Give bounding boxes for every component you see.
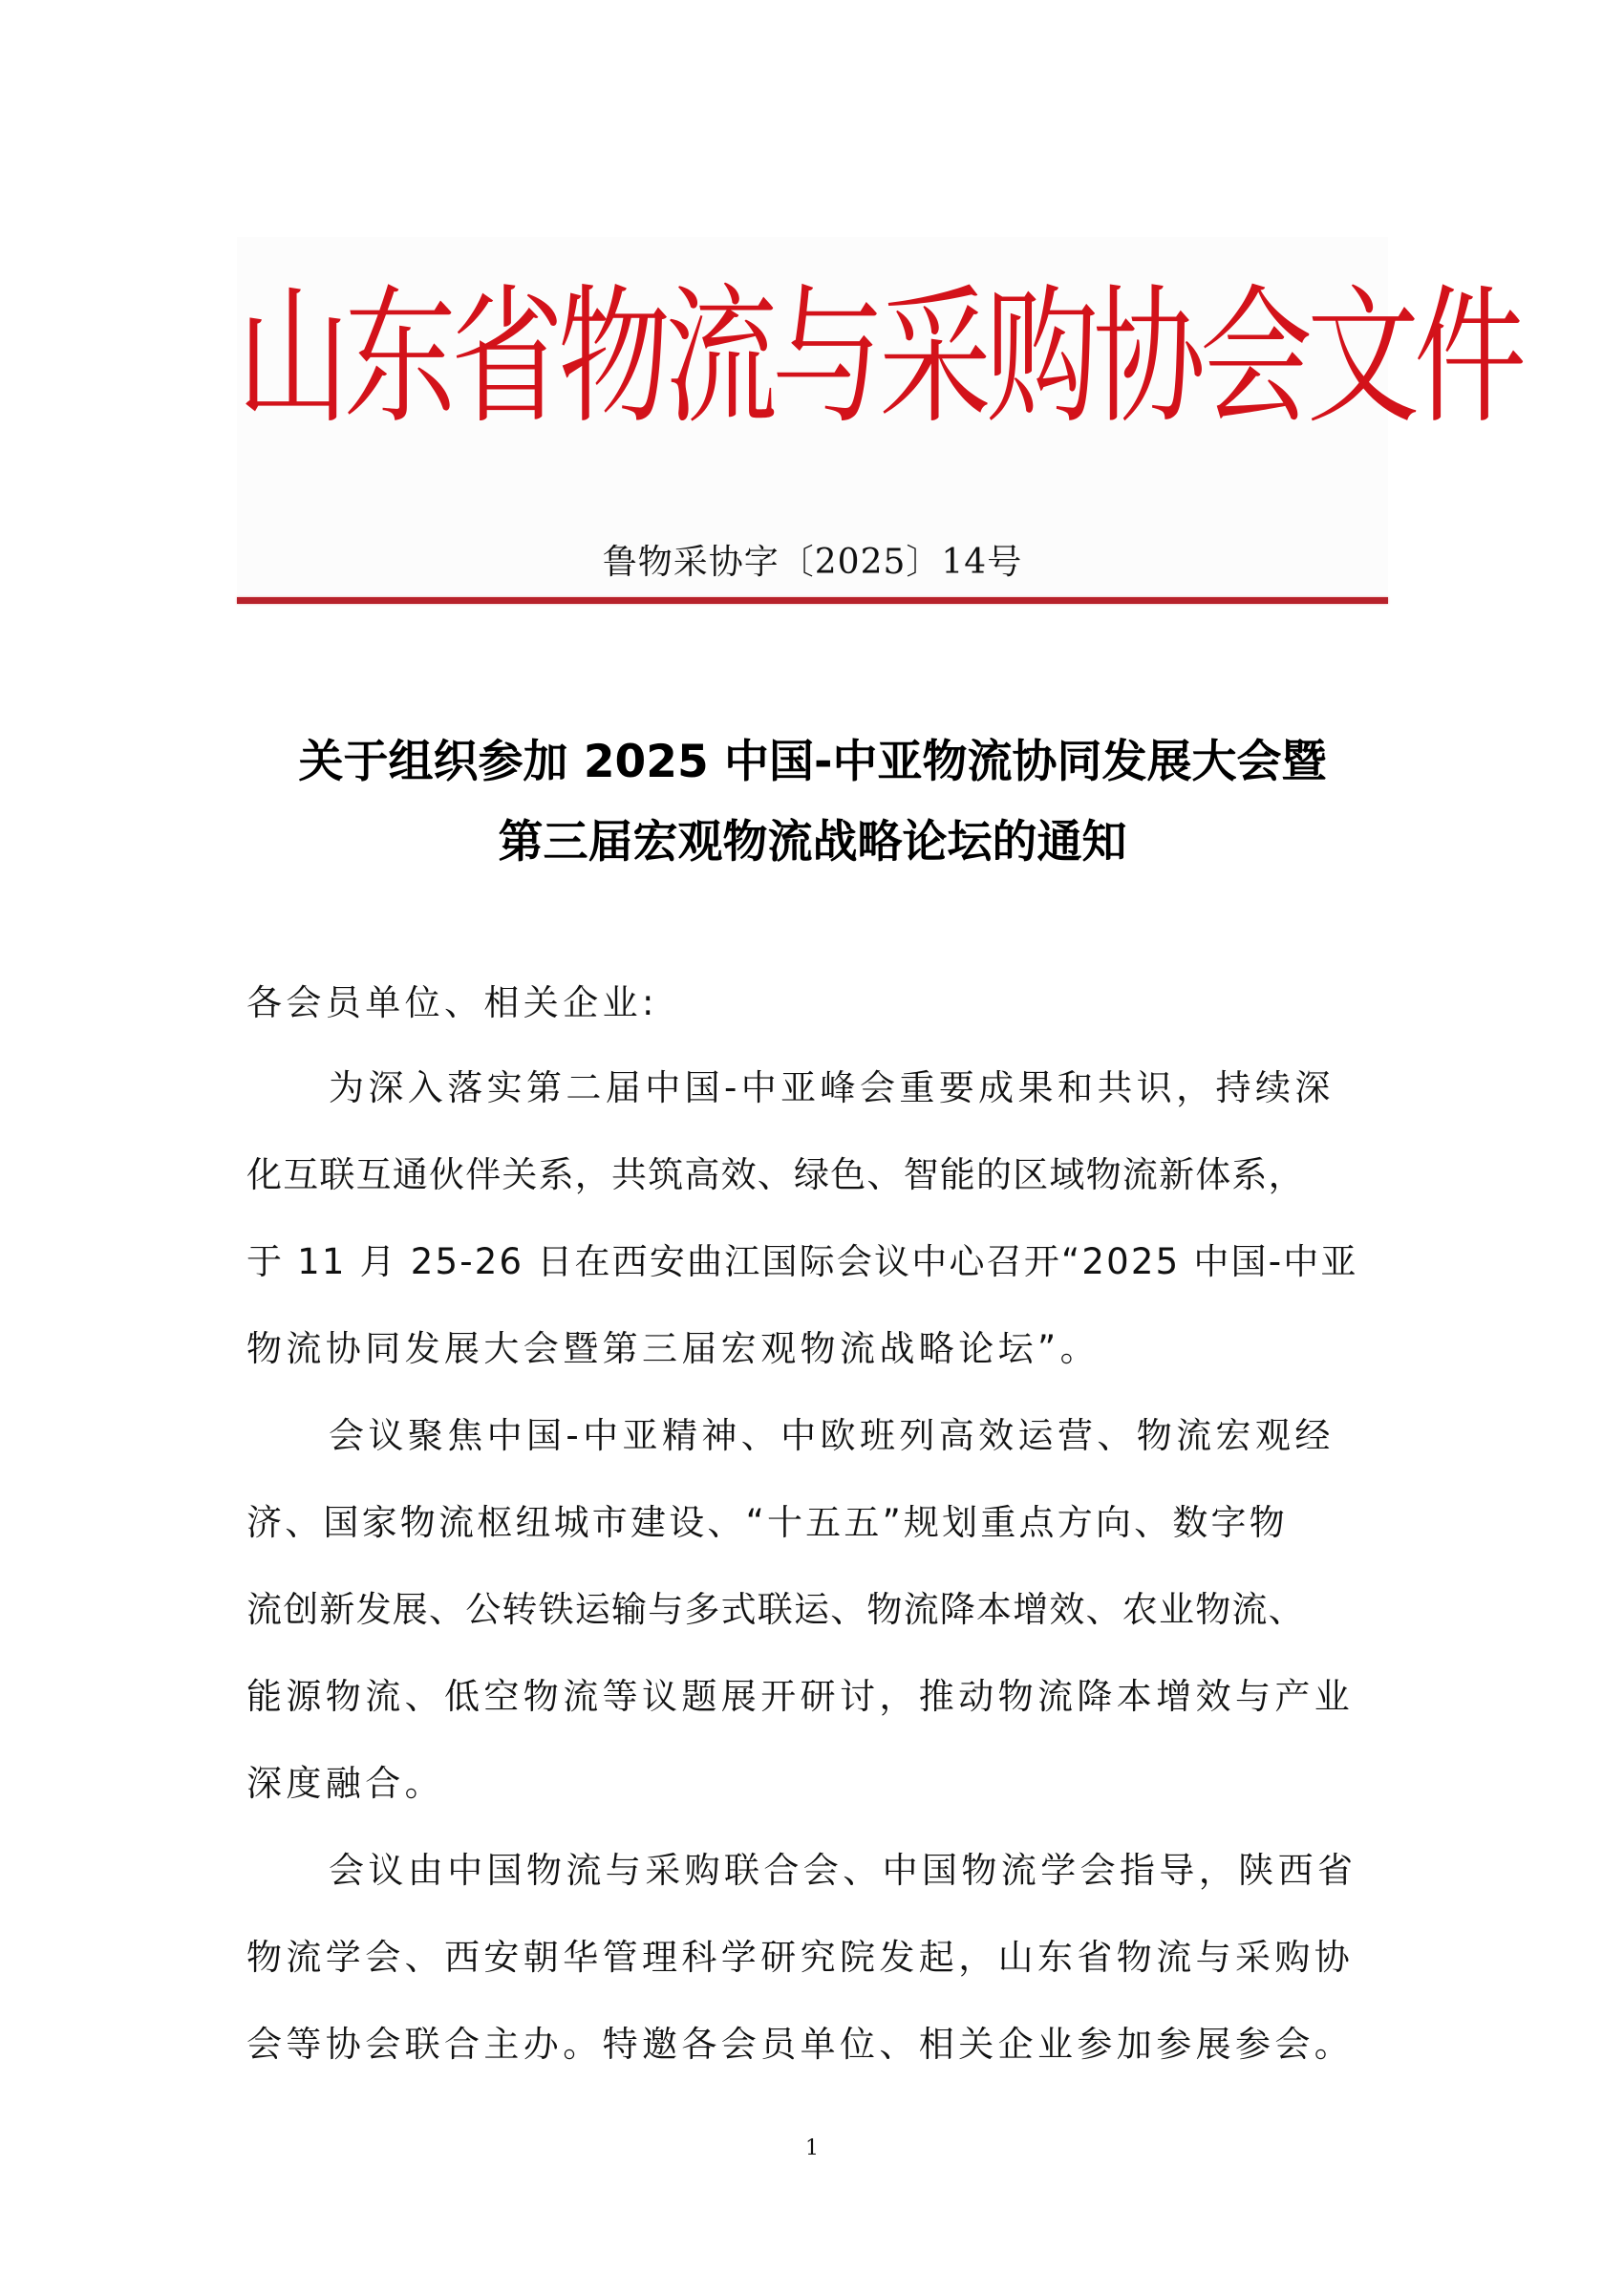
paragraph-1-line-1: 为深入落实第二届中国-中亚峰会重要成果和共识，持续深	[329, 1067, 1335, 1108]
paragraph-2-line-2: 济、国家物流枢纽城市建设、“十五五”规划重点方向、数字物	[246, 1502, 1288, 1543]
paragraph-3-line-2: 物流学会、西安朝华管理科学研究院发起，山东省物流与采购协	[246, 1937, 1355, 1978]
greeting	[246, 959, 1393, 1046]
red-divider-rule	[237, 597, 1388, 604]
paragraph-1-line-2: 化互联互通伙伴关系，共筑高效、绿色、智能的区域物流新体系，	[246, 1154, 1305, 1195]
document-number: 鲁物采协字〔2025〕14号	[602, 543, 1023, 582]
organization-title: 山东省物流与采购协会文件	[237, 269, 1522, 444]
greeting-text: 各会员单位、相关企业:	[246, 982, 658, 1023]
paragraph-3-line-3: 会等协会联合主办。特邀各会员单位、相关企业参加参展参会。	[246, 2024, 1355, 2065]
notice-title-line-1: 关于组织参加 2025 中国-中亚物流协同发展大会暨	[298, 736, 1327, 788]
page-number: 1	[805, 2136, 819, 2160]
notice-title-line-2: 第三届宏观物流战略论坛的通知	[498, 816, 1127, 869]
paragraph-2-line-3: 流创新发展、公转铁运输与多式联运、物流降本增效、农业物流、	[246, 1589, 1305, 1630]
paragraph-1-line-4: 物流协同发展大会暨第三届宏观物流战略论坛”。	[246, 1328, 1100, 1369]
paragraph-1-line-3: 于 11 月 25-26 日在西安曲江国际会议中心召开“2025 中国-中亚	[246, 1241, 1358, 1282]
document-header	[237, 237, 1522, 600]
paragraph-2-line-4: 能源物流、低空物流等议题展开研讨，推动物流降本增效与产业	[246, 1676, 1355, 1717]
paragraph-2-line-5: 深度融合。	[246, 1763, 444, 1804]
paragraph-2-line-1: 会议聚焦中国-中亚精神、中欧班列高效运营、物流宏观经	[329, 1415, 1335, 1456]
body-paragraphs	[246, 1044, 1393, 2088]
paragraph-3-line-1: 会议由中国物流与采购联合会、中国物流学会指导，陕西省	[329, 1850, 1357, 1891]
